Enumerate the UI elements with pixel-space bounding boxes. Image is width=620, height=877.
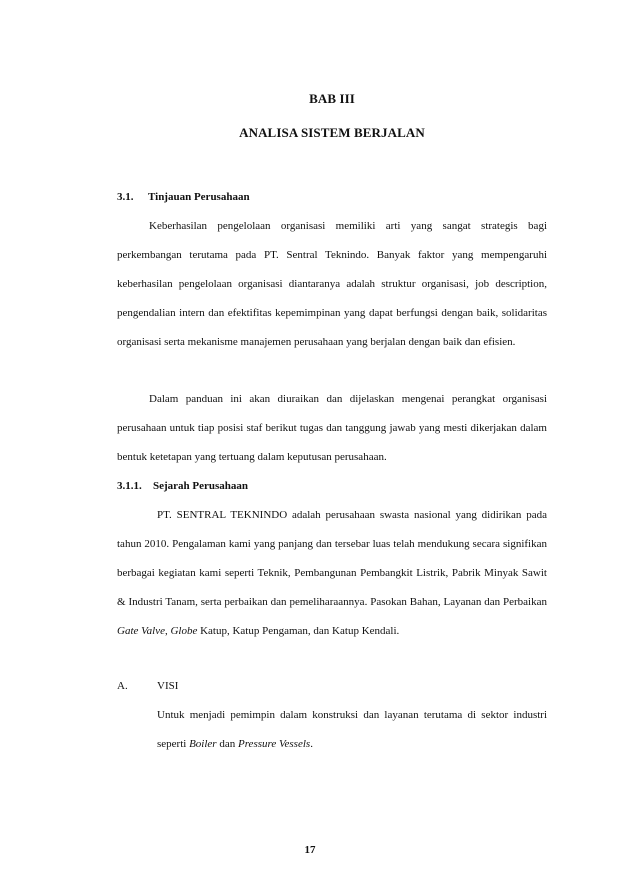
vision-word: VISI <box>157 680 179 692</box>
vision-emphasis-boiler: Boiler <box>189 738 217 750</box>
section-heading-3-1 <box>117 191 250 203</box>
chapter-title: ANALISA SISTEM BERJALAN <box>239 125 425 140</box>
subsection-number: 3.1.1. <box>117 480 142 492</box>
page-number: 17 <box>304 844 316 856</box>
paragraph-intro: Keberhasilan pengelolaan organisasi memiliki arti yang sangat strategis bagi perkembangan terutama pada PT. Sentral Teknindo. Banyak faktor yang mempengaruhi keberhasilan pengelolaan organisasi diantaranya adalah struktur organisasi, job description, pengendalian intern dan efektifitas kepemimpinan yang dapat berfungsi dengan baik, solidaritas organisasi serta mekanisme manajemen perusahaan yang berjalan dengan baik dan efisien. <box>117 220 547 348</box>
history-text: PT. SENTRAL TEKNINDO adalah perusahaan swasta nasional yang didirikan pada tahun 2010. Pengalaman kami yang panjang dan tersebar luas telah mendukung secara signifikan berbagai kegiatan kami seperti Teknik, Pembangunan Pembangkit Listrik, Pabrik Minyak Sawit & Industri Tanam, serta perbaikan dan pemeliharaannya. Pasokan Bahan, Layanan dan Perbaikan <box>117 509 547 608</box>
vision-emphasis-pressure-vessels: Pressure Vessels <box>237 738 311 750</box>
vision-text-start: Untuk menjadi pemimpin dalam konstruksi dan layanan terutama di sektor industri seperti <box>157 709 547 750</box>
history-separator: , <box>164 625 171 637</box>
paragraph-history <box>117 501 547 646</box>
section-number: 3.1. <box>117 191 134 203</box>
history-emphasis-gate-valve: Gate Valve <box>117 625 165 637</box>
section-heading-3-1-1 <box>117 480 249 492</box>
paragraph-panduan: Dalam panduan ini akan diuraikan dan dijelaskan mengenai perangkat organisasi perusahaan untuk tiap posisi staf berikut tugas dan tanggung jawab yang mesti dikerjakan dalam bentuk ketetapan yang tertuang dalam keputusan perusahaan. <box>117 393 547 463</box>
vision-label <box>117 680 179 692</box>
history-text-end: Katup, Katup Pengaman, dan Katup Kendali. <box>197 625 400 637</box>
vision-letter: A. <box>117 680 128 692</box>
vision-text-end: . <box>310 738 313 750</box>
chapter-number: BAB III <box>309 91 355 106</box>
subsection-title: Sejarah Perusahaan <box>153 480 249 492</box>
vision-text-mid: dan <box>216 738 238 750</box>
vision-text <box>157 701 547 759</box>
history-emphasis-globe: Globe <box>170 625 198 637</box>
section-title: Tinjauan Perusahaan <box>148 191 250 203</box>
